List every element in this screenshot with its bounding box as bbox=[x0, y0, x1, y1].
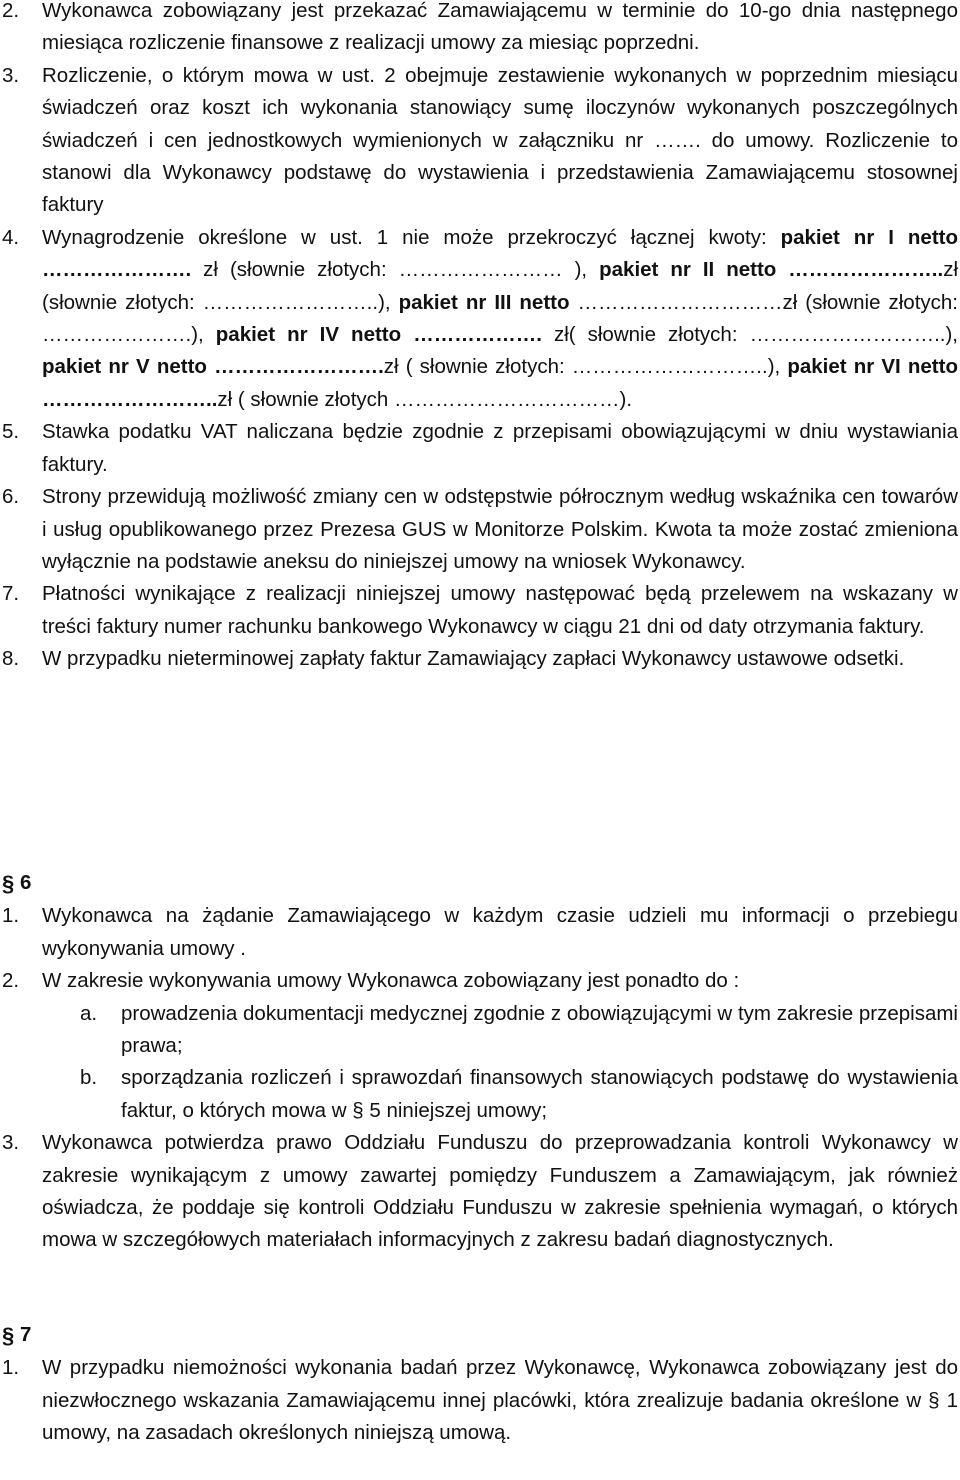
paragraph-6-2 bbox=[0, 965, 960, 997]
section-7 bbox=[0, 1319, 960, 1450]
subitem-a bbox=[0, 998, 960, 1063]
item-number: 8. bbox=[2, 647, 20, 671]
package-3-words: …………………………zł (słownie złotych: ………………….), bbox=[42, 290, 958, 347]
section-6 bbox=[0, 867, 960, 1257]
section-number: 7 bbox=[14, 1323, 32, 1346]
item-text: Wynagrodzenie określone w ust. 1 nie może przekroczyć łącznej kwoty: bbox=[42, 225, 781, 249]
subitem-label: b. bbox=[80, 1066, 98, 1090]
package-3-label: pakiet nr III netto bbox=[398, 290, 570, 314]
section-5-continuation bbox=[0, 0, 960, 676]
item-text: W przypadku nieterminowej zapłaty faktur Zamawiający zapłaci Wykonawcy ustawowe odsetki. bbox=[42, 647, 905, 671]
item-text: Stawka podatku VAT naliczana będzie zgodnie z przepisami obowiązującymi w dniu wystawiania faktury. bbox=[42, 420, 958, 476]
section-number: 6 bbox=[14, 871, 32, 894]
package-1-words: zł (słownie złotych: …………………… ), bbox=[191, 258, 600, 282]
item-number: 5. bbox=[2, 420, 20, 444]
item-number: 4. bbox=[2, 225, 20, 249]
paragraph-6-3 bbox=[0, 1127, 960, 1257]
item-text: Płatności wynikające z realizacji niniejszej umowy następować będą przelewem na wskazany w treści faktury numer rachunku bankowego Wykonawcy w ciągu 21 dni od daty otrzymania faktury. bbox=[42, 582, 958, 638]
item-text: Strony przewidują możliwość zmiany cen w odstępstwie półrocznym według wskaźnika cen towarów i usług opublikowanego przez Prezesa GUS w Monitorze Polskim. Kwota ta może zostać zmieniona wyłącznie na podstawie aneksu do niniejszej umowy na wniosek Wykonawcy. bbox=[42, 485, 958, 573]
package-4-amount: pakiet nr IV netto ………………. bbox=[215, 323, 542, 347]
paragraph-5-6 bbox=[0, 481, 960, 578]
item-number: 7. bbox=[2, 582, 20, 606]
item-text: Rozliczenie, o którym mowa w ust. 2 obejmuje zestawienie wykonanych w poprzednim miesiącu świadczeń oraz koszt ich wykonania stanowiący sumę iloczynów wykonanych poszczególnych świadczeń i cen jednostkowych wymienionych w załączniku nr ……. do umowy. Rozliczenie to stanowi dla Wykonawcy podstawę do wystawienia i przedstawienia Zamawiającemu stosownej faktury bbox=[42, 63, 958, 217]
paragraph-5-5 bbox=[0, 416, 960, 481]
section-sign: § bbox=[2, 871, 15, 896]
item-number: 1. bbox=[2, 1356, 20, 1380]
subitem-text: prowadzenia dokumentacji medycznej zgodnie z obowiązującymi w tym zakresie przepisami prawa; bbox=[121, 1001, 958, 1058]
section-6-heading bbox=[0, 867, 960, 900]
item-number: 6. bbox=[2, 485, 20, 509]
package-5-words: zł ( słownie złotych: ………………………..), bbox=[383, 355, 788, 379]
subitem-label: a. bbox=[80, 1001, 98, 1025]
subitem-b bbox=[0, 1062, 960, 1127]
item-number: 3. bbox=[2, 1131, 20, 1155]
paragraph-5-3 bbox=[0, 60, 960, 222]
item-number: 3. bbox=[2, 63, 20, 87]
item-number: 1. bbox=[2, 904, 20, 928]
item-text: Wykonawca na żądanie Zamawiającego w każdym czasie udzieli mu informacji o przebiegu wykonywania umowy . bbox=[42, 904, 958, 960]
item-text: Wykonawca potwierdza prawo Oddziału Funduszu do przeprowadzania kontroli Wykonawcy w zakresie wynikającym z umowy zawartej pomiędzy Funduszem a Zamawiającym, jak również oświadcza, że poddaje się kontroli Oddziału Funduszu w zakresie spełnienia wymagań, o których mowa w szczegółowych materiałach informacyjnych z zakresu badań diagnostycznych. bbox=[42, 1131, 958, 1252]
package-5-amount: pakiet nr V netto ……………………. bbox=[42, 355, 384, 379]
paragraph-5-8 bbox=[0, 643, 960, 675]
package-4-words: zł( słownie złotych: ………………………..), bbox=[541, 323, 958, 347]
package-6-words: zł ( słownie złotych ……………………………). bbox=[217, 387, 633, 411]
item-text: Wykonawca zobowiązany jest przekazać Zamawiającemu w terminie do 10-go dnia następnego miesiąca rozliczenie finansowe z realizacji umowy za miesiąc poprzedni. bbox=[42, 0, 958, 55]
item-number: 2. bbox=[2, 0, 20, 22]
paragraph-7-1 bbox=[0, 1352, 960, 1449]
package-2-amount: pakiet nr II netto ………………….. bbox=[599, 258, 944, 282]
item-number: 2. bbox=[2, 969, 20, 993]
item-text: W przypadku niemożności wykonania badań przez Wykonawcę, Wykonawca zobowiązany jest do niezwłocznego wskazania Zamawiającemu innej placówki, która zrealizuje badania określone w § 1 umowy, na zasadach określonych niniejszą umową. bbox=[42, 1356, 958, 1445]
paragraph-5-7 bbox=[0, 578, 960, 643]
item-text: W zakresie wykonywania umowy Wykonawca zobowiązany jest ponadto do : bbox=[42, 969, 740, 993]
paragraph-5-4 bbox=[0, 222, 960, 416]
package-1-amount: pakiet nr I netto …………………. bbox=[42, 225, 958, 282]
section-sign: § bbox=[2, 1323, 15, 1348]
package-2-words: zł (słownie złotych: ……………………..), bbox=[42, 258, 958, 314]
paragraph-6-1 bbox=[0, 900, 960, 965]
section-7-heading bbox=[0, 1319, 960, 1352]
subitem-text: sporządzania rozliczeń i sprawozdań finansowych stanowiących podstawę do wystawienia faktur, o których mowa w § 5 niniejszej umowy; bbox=[121, 1066, 958, 1122]
paragraph-5-2 bbox=[0, 0, 960, 60]
package-6-amount: pakiet nr VI netto …………………….. bbox=[42, 355, 958, 411]
